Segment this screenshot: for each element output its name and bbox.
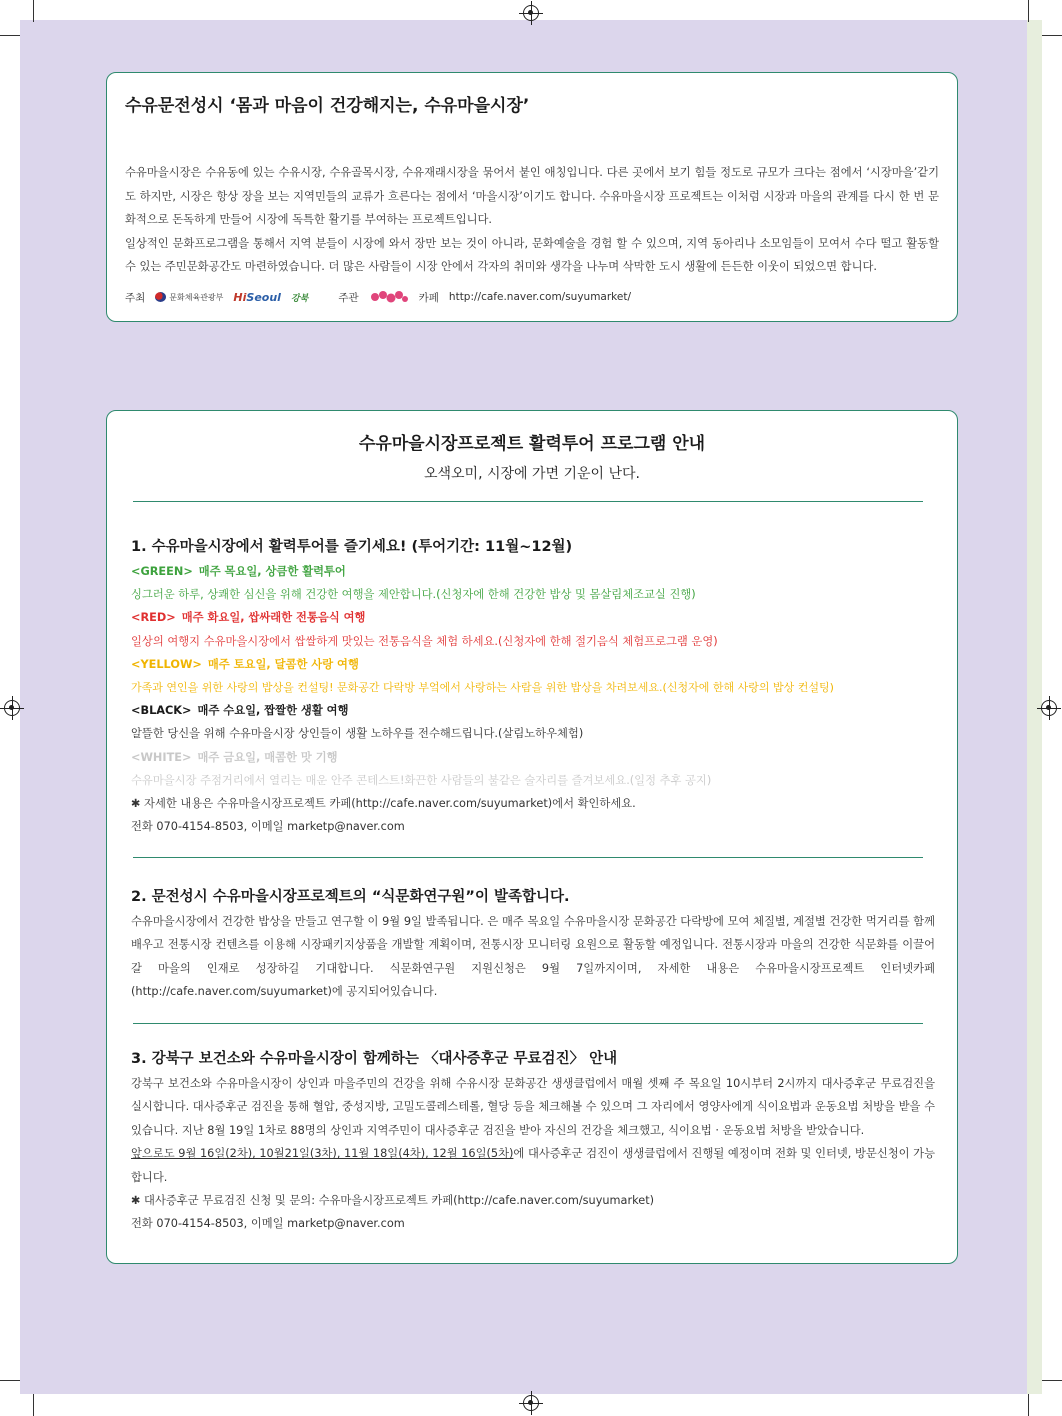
tour-black-desc: 알뜰한 당신을 위해 수유마을시장 상인들이 생활 노하우를 전수해드립니다.(살림노하우체험) bbox=[131, 727, 584, 741]
intro-card bbox=[106, 72, 958, 322]
organizer-logo-icon bbox=[369, 289, 409, 305]
crop-mark-bottom-left-v bbox=[33, 1394, 34, 1416]
section-health-check bbox=[131, 1047, 935, 1235]
section-food-culture-body: 수유마을시장에서 건강한 밥상을 만들고 연구할 이 9월 9일 발족됩니다. 은 매주 목요일 수유마을시장 문화공간 다락방에 모여 체질별, 계절별 건강한 먹거리를 함께 배우고 전통시장 컨텐츠를 이용해 시장패키지상품을 개발할 계획이며, 전통시장 모니터링 요원으로 활동할 예정입니다. 전통시장과 마을의 건강한 식문화를 이끌어갈 마을의 인재로 성장하길 기대합니다. 식문화연구원 지원신청은 9월 7일까지이며, 자세한 내용은 수유마을시장프로젝트 인터넷카페(http://cafe.naver.com/suyumarket)에 공지되어있습니다. bbox=[131, 915, 935, 999]
program-title: 수유마을시장프로젝트 활력투어 프로그램 안내 bbox=[358, 434, 706, 454]
tour-red-label-line bbox=[131, 606, 935, 629]
health-check-schedule: 앞으로도 9월 16일(2차), 10월21일(3차), 11월 18일(4차), 12월 16일(5차) bbox=[131, 1147, 514, 1161]
hiseoul-logo-seoul: Seoul bbox=[246, 290, 281, 304]
tour-yellow-desc: 가족과 연인을 위한 사랑의 밥상을 컨설팅! 문화공간 다락방 부엌에서 사랑하는 사람을 위한 밥상을 차려보세요.(신청자에 한해 사랑의 밥상 컨설팅) bbox=[131, 681, 834, 695]
tour-yellow-tag: <YELLOW> bbox=[131, 657, 202, 671]
tour-white-label: 매주 금요일, 매콤한 맛 기행 bbox=[197, 750, 338, 764]
registration-mark-right-icon bbox=[1041, 700, 1057, 716]
intro-title: 수유문전성시 ‘몸과 마음이 건강해지는, 수유마을시장’ bbox=[125, 96, 530, 116]
section-tour bbox=[131, 535, 935, 838]
section-health-check-heading: 3. 강북구 보건소와 수유마을시장이 함께하는 〈대사증후군 무료검진〉 안내 bbox=[131, 1051, 618, 1067]
cafe-label: 카페 bbox=[418, 291, 439, 304]
crop-mark-bottom-left-h bbox=[0, 1380, 20, 1381]
crop-mark-top-right-v bbox=[1028, 0, 1029, 22]
section-tour-heading: 1. 수유마을시장에서 활력투어를 즐기세요! (투어기간: 11월~12월) bbox=[131, 539, 573, 555]
section-health-check-body bbox=[131, 1072, 935, 1189]
tour-green-label-line bbox=[131, 560, 935, 583]
registration-mark-left-icon bbox=[4, 700, 20, 716]
gangbuk-logo: 강북 bbox=[290, 293, 309, 304]
tour-white-desc: 수유마을시장 주점거리에서 열리는 매운 안주 콘테스트!화끈한 사람들의 불같은 술자리를 즐겨보세요.(일정 추후 공지) bbox=[131, 773, 712, 787]
ministry-emblem-icon bbox=[155, 292, 166, 302]
divider-3 bbox=[133, 1023, 923, 1024]
cafe-url-link[interactable]: http://cafe.naver.com/suyumarket/ bbox=[448, 291, 632, 303]
intro-paragraph-2: 일상적인 문화프로그램을 통해서 지역 분들이 시장에 와서 장만 보는 것이 아니라, 문화예술을 경험 할 수 있으며, 지역 동아리나 소모임들이 모여서 수다 떨고 활동할 수 있는 주민문화공간도 마련하였습니다. 더 많은 사람들이 시장 안에서 각자의 취미와 생각을 나누며 삭막한 도시 생활에 든든한 이웃이 되었으면 합니다. bbox=[125, 236, 939, 273]
tour-red-desc: 일상의 여행지 수유마을시장에서 쌉쌀하게 맛있는 전통음식을 체험 하세요.(신청자에 한해 절기음식 체험프로그램 운영) bbox=[131, 634, 718, 648]
divider-2 bbox=[133, 857, 923, 858]
tour-green-label: 매주 목요일, 상큼한 활력투어 bbox=[198, 565, 346, 578]
ministry-logo bbox=[155, 292, 223, 303]
health-check-note: ✱ 대사증후군 무료검진 신청 및 문의: 수유마을시장프로젝트 카페(http://cafe.naver.com/suyumarket) bbox=[131, 1194, 655, 1208]
tour-yellow-label: 매주 토요일, 달콤한 사랑 여행 bbox=[207, 657, 359, 671]
hiseoul-logo-hi: Hi bbox=[233, 290, 247, 304]
tour-green-tag: <GREEN> bbox=[131, 565, 193, 578]
hiseoul-logo bbox=[233, 291, 281, 304]
program-subtitle: 오색오미, 시장에 가면 기운이 난다. bbox=[423, 466, 641, 482]
section-food-culture bbox=[131, 885, 935, 1004]
tour-white-label-line bbox=[131, 746, 935, 769]
organizer-label: 주관 bbox=[338, 291, 359, 304]
intro-footer bbox=[125, 289, 631, 305]
crop-mark-bottom-right-h bbox=[1042, 1380, 1062, 1381]
section-food-culture-heading: 2. 문전성시 수유마을시장프로젝트의 “식문화연구원”이 발족합니다. bbox=[131, 889, 570, 905]
tour-black-label: 매주 수요일, 짭짤한 생활 여행 bbox=[197, 704, 349, 718]
tour-contact: 전화 070-4154-8503, 이메일 marketp@naver.com bbox=[131, 820, 405, 834]
tour-black-tag: <BLACK> bbox=[131, 704, 192, 718]
tour-black-label-line bbox=[131, 699, 935, 722]
tour-white-tag: <WHITE> bbox=[131, 750, 192, 764]
health-check-body-a: 강북구 보건소와 수유마을시장이 상인과 마을주민의 건강을 위해 수유시장 문화공간 생생클럽에서 매월 셋째 주 목요일 10시부터 2시까지 대사증후군 무료검진을 실시합니다. 대사증후군 검진을 통해 혈압, 중성지방, 고밀도콜레스테롤, 혈당 등을 체크해볼 수 있으며 그 자리에서 영양사에게 식이요법과 운동요법 처방을 받을 수 있습니다. 지난 8월 19일 1차로 88명의 상인과 지역주민이 대사증후군 검진을 받아 자신의 건강을 체크했고, 식이요법 · 운동요법 처방을 받았습니다. bbox=[131, 1077, 935, 1137]
divider-1 bbox=[133, 501, 923, 502]
crop-mark-bottom-right-v bbox=[1028, 1394, 1029, 1416]
tour-note: ✱ 자세한 내용은 수유마을시장프로젝트 카페(http://cafe.naver.com/suyumarket)에서 확인하세요. bbox=[131, 797, 636, 811]
right-color-strip bbox=[1027, 20, 1042, 1394]
registration-mark-bottom-icon bbox=[523, 1395, 539, 1411]
crop-mark-top-right-h bbox=[1042, 35, 1062, 36]
crop-mark-top-left-h bbox=[0, 35, 20, 36]
tour-red-label: 매주 화요일, 쌉싸래한 전통음식 여행 bbox=[181, 611, 366, 625]
crop-mark-top-left-v bbox=[33, 0, 34, 22]
intro-paragraph-1: 수유마을시장은 수유동에 있는 수유시장, 수유골목시장, 수유재래시장을 묶어서 붙인 애칭입니다. 다른 곳에서 보기 힘들 정도로 규모가 크다는 점에서 ‘시장마을’같기도 하지만, 시장은 항상 장을 보는 지역민들의 교류가 흐른다는 점에서 ‘마을시장’이기도 합니다. 수유마을시장 프로젝트는 이처럼 시장과 마을의 관계를 다시 한 번 문화적으로 돈독하게 만들어 시장에 독특한 활기를 부여하는 프로젝트입니다. bbox=[125, 166, 939, 226]
tour-red-tag: <RED> bbox=[131, 611, 176, 625]
host-label: 주최 bbox=[125, 291, 146, 304]
registration-mark-top-icon bbox=[523, 5, 539, 21]
health-check-body-b: 에 대사증후군 검진이 생생클럽에서 진행될 예정이며 전화 및 인터넷, 방문신청이 가능합니다. bbox=[131, 1147, 935, 1184]
intro-body bbox=[125, 161, 939, 279]
ministry-logo-text: 문화체육관광부 bbox=[169, 292, 224, 302]
program-card bbox=[106, 410, 958, 1264]
tour-green-desc: 싱그러운 하루, 상쾌한 심신을 위해 건강한 여행을 제안합니다.(신청자에 한해 건강한 밥상 및 몸살림체조교실 진행) bbox=[131, 588, 696, 602]
health-check-contact: 전화 070-4154-8503, 이메일 marketp@naver.com bbox=[131, 1217, 405, 1231]
tour-yellow-label-line bbox=[131, 653, 935, 676]
